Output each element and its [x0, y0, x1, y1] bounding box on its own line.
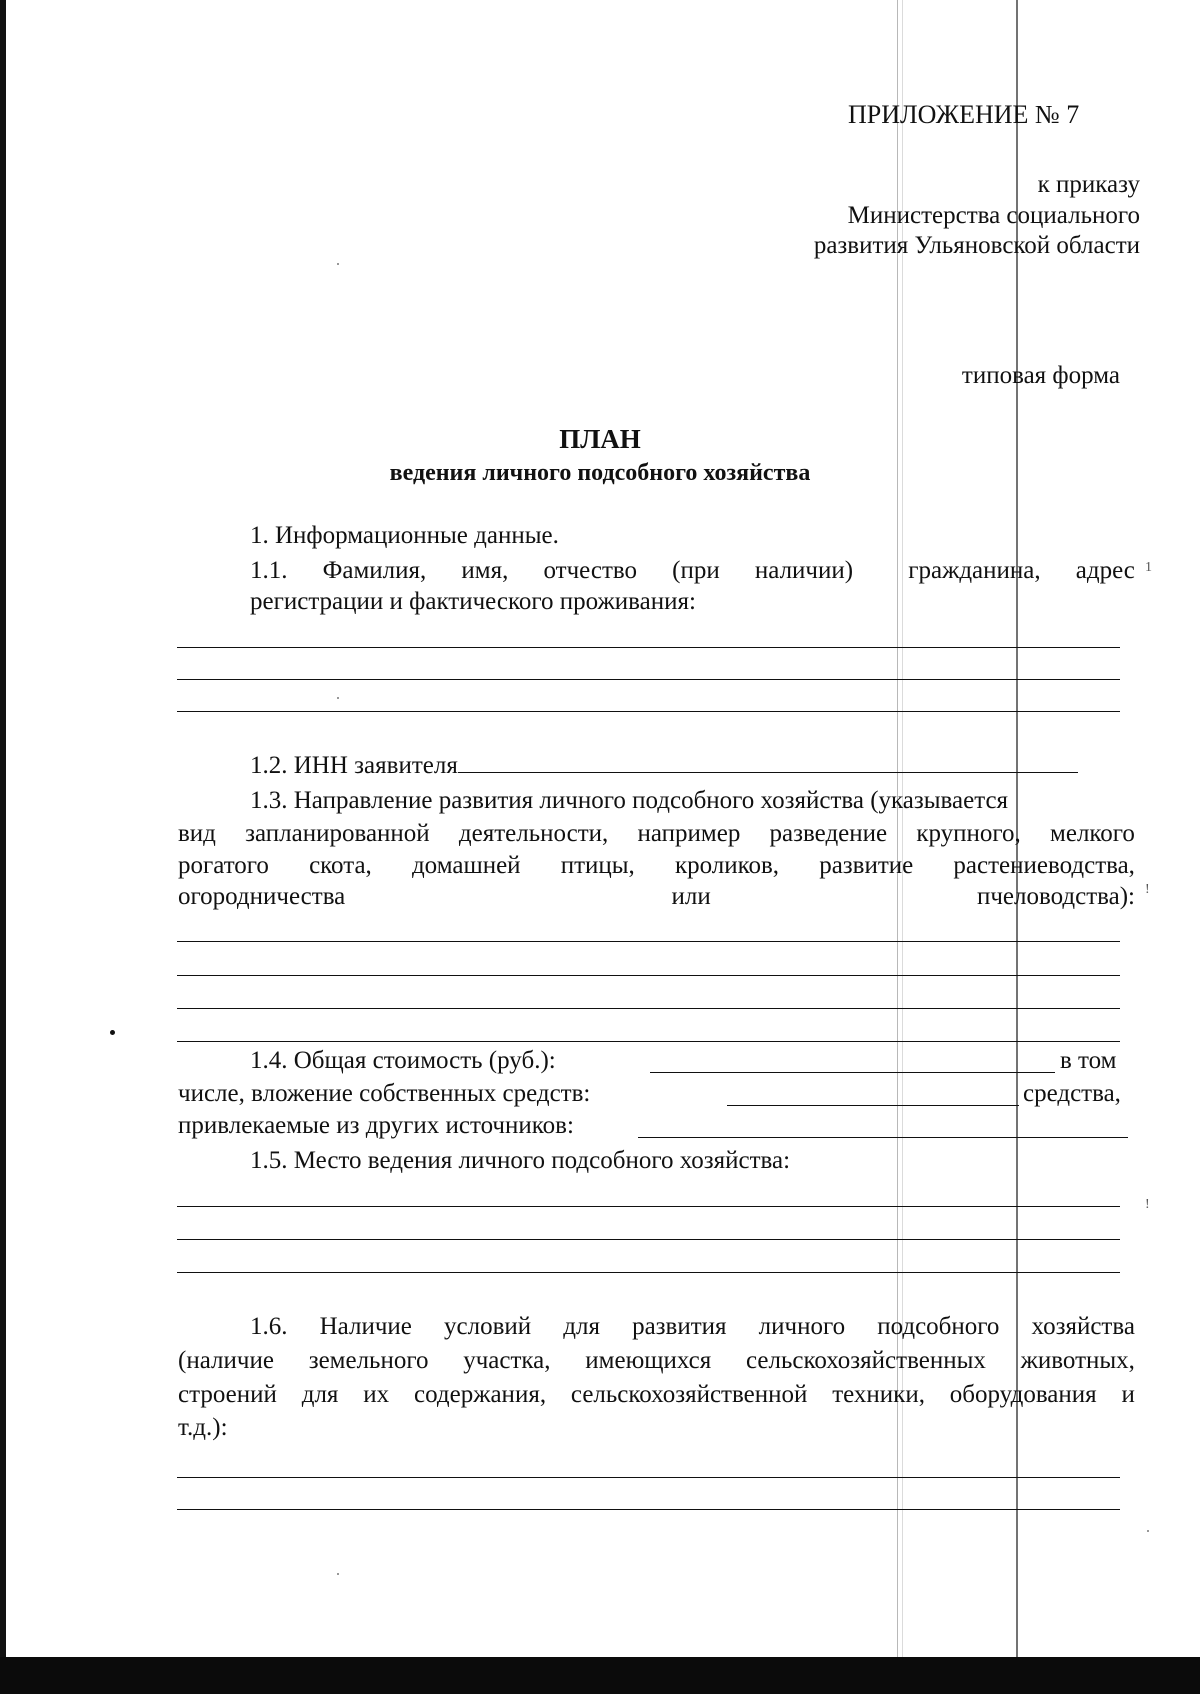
scan-speck — [1147, 1530, 1149, 1532]
fill-line — [177, 1272, 1120, 1273]
section-1-3-line2: вид запланированной деятельности, например разведение крупного, мелкого — [178, 820, 1135, 847]
section-1-4-tail: в том — [1060, 1047, 1117, 1074]
section-1-4-label: 1.4. Общая стоимость (руб.): — [250, 1047, 556, 1074]
section-1-6-line1: 1.6. Наличие условий для развития личного подсобного хозяйства — [250, 1313, 1135, 1340]
fill-line — [177, 647, 1120, 648]
section-1-1-line1: 1.1. Фамилия, имя, отчество (при наличии) гражданина, адрес — [250, 557, 1135, 584]
document-title: ПЛАН — [559, 424, 641, 454]
fill-line — [177, 941, 1120, 942]
reference-line: к приказу — [1037, 171, 1140, 198]
scan-speck — [337, 697, 339, 699]
document-subtitle: ведения личного подсобного хозяйства — [389, 460, 811, 486]
section-1-4-line3-label: привлекаемые из других источников: — [178, 1112, 574, 1139]
margin-mark: ! — [1145, 1197, 1150, 1212]
fill-line — [177, 1008, 1120, 1009]
fill-line — [177, 679, 1120, 680]
appendix-heading: ПРИЛОЖЕНИЕ № 7 — [848, 100, 1080, 129]
section-1-3-line1: 1.3. Направление развития личного подсобного хозяйства (указывается — [250, 787, 1009, 814]
scan-bottom-bar — [0, 1657, 1200, 1694]
margin-mark: ! — [1145, 882, 1150, 897]
reference-line: развития Ульяновской области — [813, 232, 1140, 259]
section-1-1-line2: регистрации и фактического проживания: — [250, 588, 696, 615]
fill-line — [177, 1477, 1120, 1478]
section-1-6-line2: (наличие земельного участка, имеющихся сельскохозяйственных животных, — [178, 1347, 1135, 1374]
reference-line: Министерства социального — [847, 202, 1140, 229]
own-funds-field[interactable] — [727, 1083, 1019, 1106]
scan-dot — [110, 1030, 115, 1035]
section-1-6-line4: т.д.): — [178, 1414, 228, 1441]
fill-line — [177, 711, 1120, 712]
fill-line — [177, 975, 1120, 976]
scan-speck — [337, 263, 339, 265]
section-1-5-label: 1.5. Место ведения личного подсобного хозяйства: — [250, 1147, 791, 1174]
other-sources-field[interactable] — [638, 1115, 1128, 1138]
section-1-6-line3: строений для их содержания, сельскохозяйственной техники, оборудования и — [178, 1381, 1135, 1408]
section-1-4-line2-tail: средства, — [1023, 1080, 1121, 1107]
scan-left-edge — [0, 0, 6, 1694]
section-1-2-label: 1.2. ИНН заявителя — [250, 750, 1078, 781]
fill-line — [177, 1041, 1120, 1042]
section-1-heading: 1. Информационные данные. — [250, 522, 559, 549]
scan-speck — [337, 1573, 339, 1575]
fill-line — [177, 1239, 1120, 1240]
inn-field[interactable] — [458, 750, 1078, 773]
total-cost-field[interactable] — [650, 1050, 1055, 1073]
form-type-label: типовая форма — [961, 362, 1120, 389]
section-1-3-line3: рогатого скота, домашней птицы, кроликов, развитие растениеводства, — [178, 852, 1135, 879]
section-1-4-line2-label: числе, вложение собственных средств: — [178, 1080, 591, 1107]
fill-line — [177, 1206, 1120, 1207]
margin-mark: 1 — [1145, 560, 1152, 575]
fill-line — [177, 1509, 1120, 1510]
section-1-3-line4: огородничества или пчеловодства): — [178, 883, 1135, 910]
